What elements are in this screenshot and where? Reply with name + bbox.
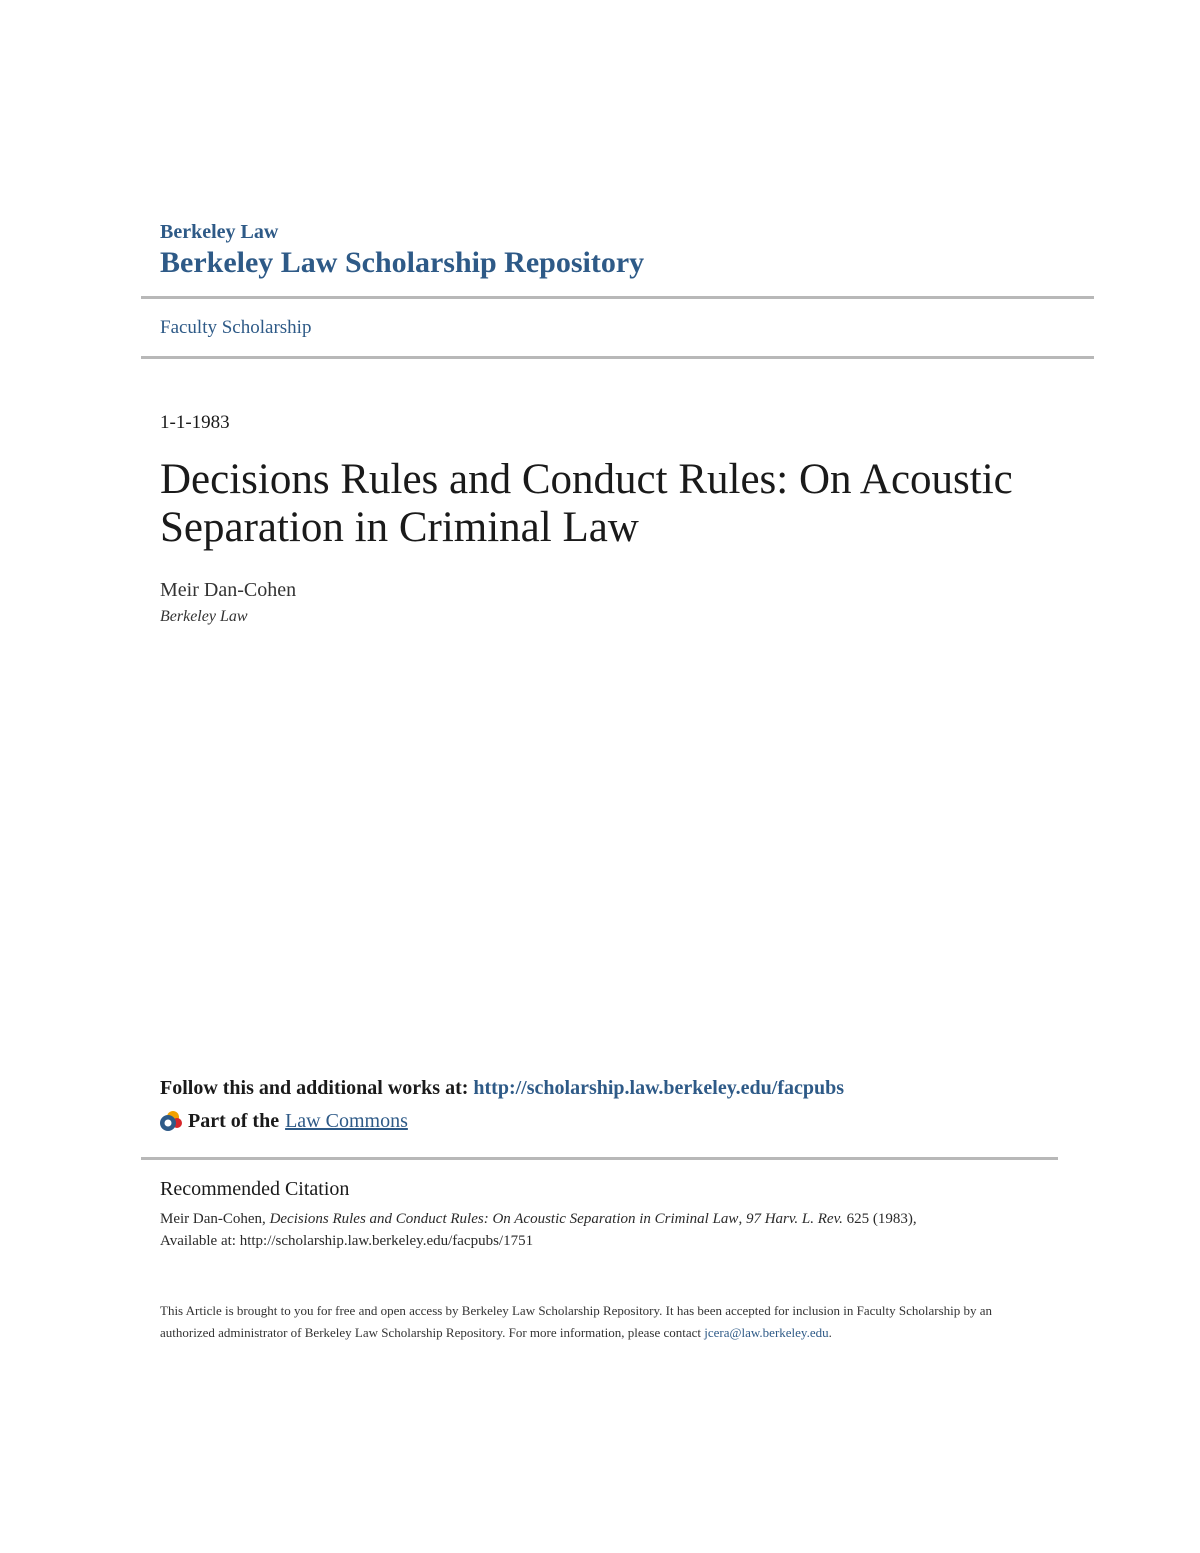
part-of-line <box>158 1107 408 1135</box>
follow-url-link[interactable]: http://scholarship.law.berkeley.edu/facpubs <box>473 1077 845 1099</box>
header-divider-bottom <box>141 356 1094 359</box>
notice-end: . <box>828 1325 832 1340</box>
citation-heading: Recommended Citation <box>160 1178 350 1200</box>
citation-author: Meir Dan-Cohen, <box>160 1211 266 1227</box>
citation-rest: 625 (1983), <box>846 1211 917 1227</box>
contact-email-link[interactable]: jcera@law.berkeley.edu <box>704 1325 829 1340</box>
citation-available-label: Available at: <box>160 1233 236 1249</box>
citation-separator: , <box>738 1211 743 1227</box>
citation-journal: 97 Harv. L. Rev. <box>745 1211 843 1227</box>
citation-body <box>160 1208 1040 1252</box>
notice-text: This Article is brought to you for free and open access by Berkeley Law Scholarship Repository. It has been accepted for inclusion in Faculty Scholarship by an authorized administrator of Berkeley Law Scholarship Repository. For more information, please contact <box>160 1303 993 1340</box>
access-notice <box>160 1300 1040 1344</box>
citation-url[interactable]: http://scholarship.law.berkeley.edu/facpubs/1751 <box>239 1233 534 1249</box>
part-of-label: Part of the <box>188 1110 280 1132</box>
bepress-commons-icon <box>158 1108 184 1134</box>
article-title: Decisions Rules and Conduct Rules: On Acoustic Separation in Criminal Law <box>160 456 1013 551</box>
author-name: Meir Dan-Cohen <box>160 579 297 601</box>
follow-line <box>160 1075 844 1101</box>
institution-name[interactable]: Berkeley Law <box>160 221 279 243</box>
series-link[interactable]: Faculty Scholarship <box>160 317 312 338</box>
header-divider-top <box>141 296 1094 299</box>
law-commons-link[interactable]: Law Commons <box>285 1110 408 1132</box>
follow-label: Follow this and additional works at: <box>160 1077 469 1099</box>
citation-divider <box>141 1157 1058 1160</box>
repository-name[interactable]: Berkeley Law Scholarship Repository <box>160 246 645 279</box>
citation-work: Decisions Rules and Conduct Rules: On Acoustic Separation in Criminal Law <box>269 1211 739 1227</box>
author-affiliation: Berkeley Law <box>160 608 248 625</box>
publication-date: 1-1-1983 <box>160 412 230 433</box>
